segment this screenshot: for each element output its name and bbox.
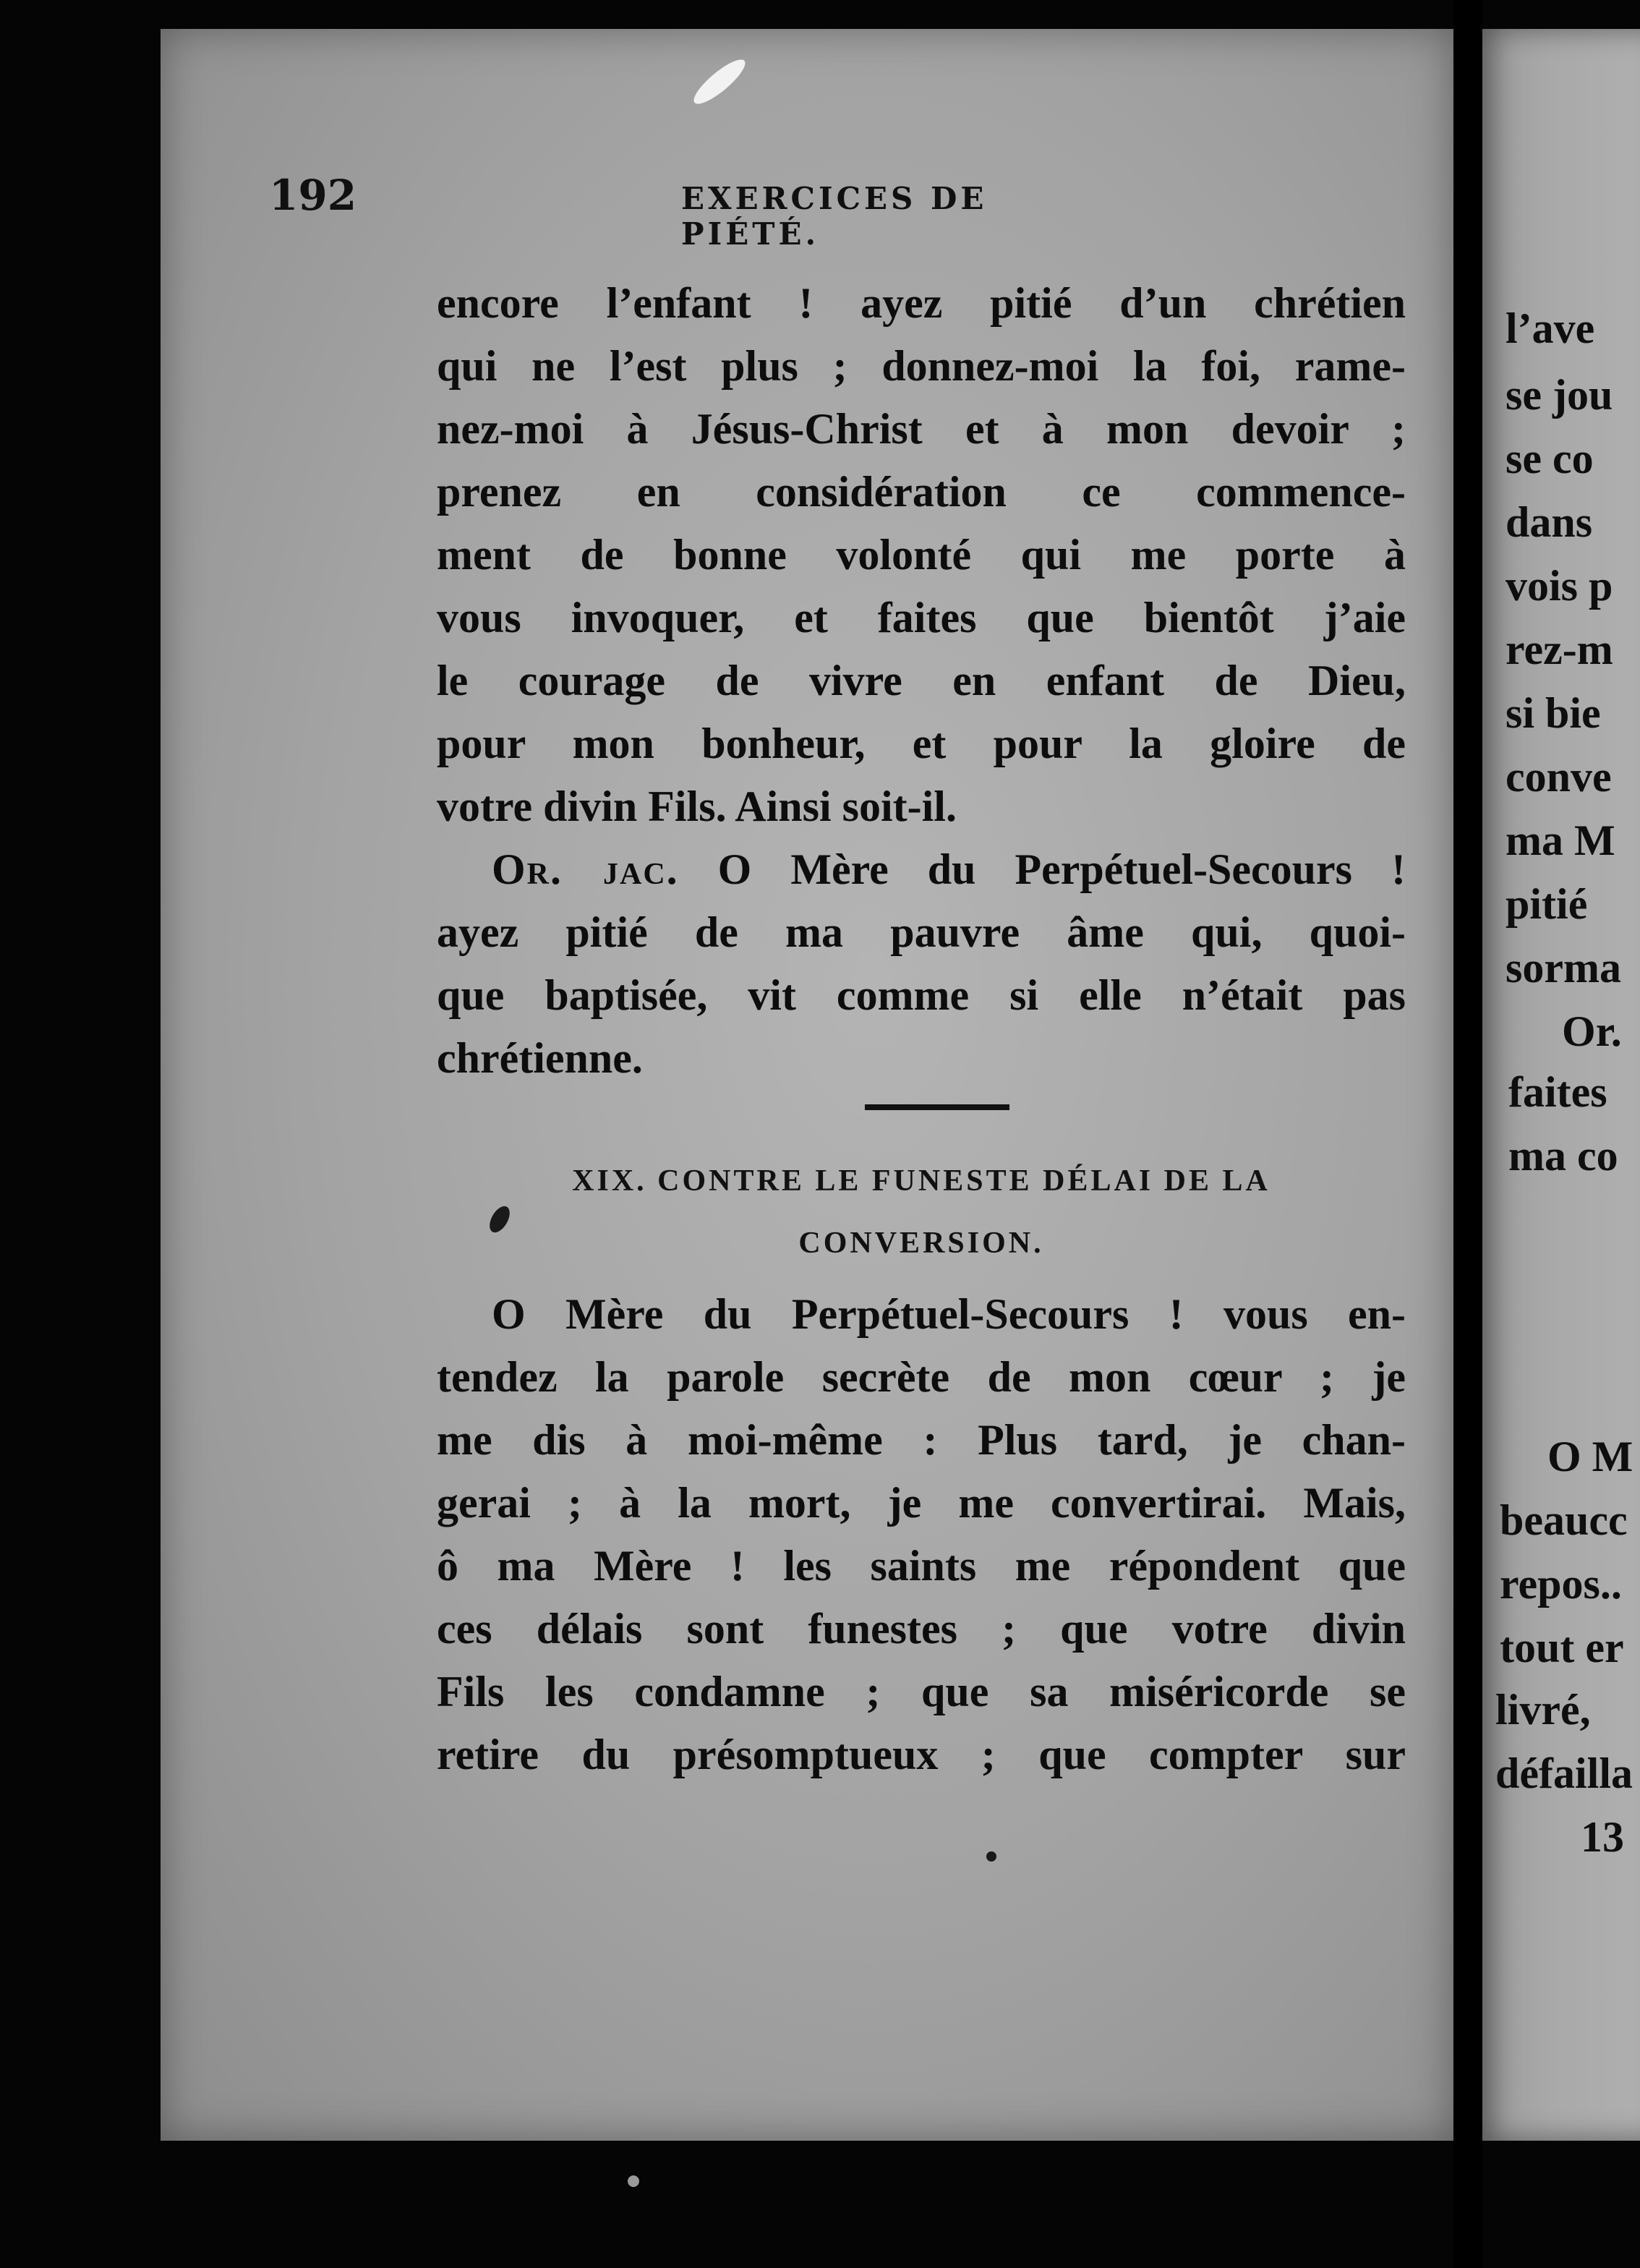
- running-head-title: EXERCICES DE PIÉTÉ.: [681, 181, 988, 252]
- text-line: pour mon bonheur, et pour la gloire de: [437, 720, 1406, 767]
- right-page-fragment: ma M: [1506, 817, 1615, 864]
- right-page-fragment: dans: [1506, 498, 1593, 546]
- right-page-fragment: tout er: [1500, 1624, 1624, 1671]
- section-title-line: CONVERSION.: [798, 1227, 1044, 1260]
- right-page-fragment: repos..: [1500, 1560, 1622, 1608]
- text-block-1: [437, 272, 1406, 1090]
- oraison-line: [437, 838, 1406, 901]
- right-page-fragment: ma co: [1508, 1132, 1618, 1180]
- scan-artifact: [628, 2175, 639, 2187]
- text-line: retire du présomptueux ; que compter sur: [437, 1731, 1406, 1778]
- text-line: chrétienne.: [437, 1034, 643, 1082]
- text-line: vous invoquer, et faites que bientôt j’aie: [437, 594, 1406, 641]
- scan-artifact: [986, 1851, 996, 1862]
- text-line: prenez en considération ce commence-: [437, 468, 1406, 516]
- oraison-label: Or. jac.: [492, 845, 679, 893]
- right-page-fragment: vois p: [1506, 562, 1613, 610]
- oraison-text: O Mère du Perpétuel-Secours !: [717, 845, 1406, 893]
- text-line: encore l’enfant ! ayez pitié d’un chrétien: [437, 279, 1406, 327]
- right-page-fragment: sorma: [1506, 944, 1621, 992]
- right-page-fragment: 13: [1581, 1813, 1624, 1861]
- right-page-fragment: Or.: [1562, 1007, 1622, 1055]
- right-page-fragment: si bie: [1506, 689, 1601, 737]
- right-page-fragment: défailla: [1495, 1749, 1633, 1797]
- page-gutter: [1453, 0, 1482, 2268]
- text-line: ayez pitié de ma pauvre âme qui, quoi-: [437, 908, 1406, 956]
- text-line: me dis à moi-même : Plus tard, je chan-: [437, 1416, 1406, 1464]
- right-page-fragment: rez-m: [1506, 626, 1613, 673]
- text-line: le courage de vivre en enfant de Dieu,: [437, 657, 1406, 704]
- text-line: votre divin Fils. Ainsi soit-il.: [437, 783, 957, 830]
- right-page-fragment: faites: [1508, 1068, 1607, 1116]
- text-line: gerai ; à la mort, je me convertirai. Mais,: [437, 1479, 1406, 1527]
- right-page-fragment: l’ave: [1506, 304, 1595, 352]
- section-title-line: XIX. CONTRE LE FUNESTE DÉLAI DE LA: [572, 1164, 1270, 1198]
- text-line: O Mère du Perpétuel-Secours ! vous en-: [492, 1290, 1406, 1338]
- running-head: [269, 171, 1137, 252]
- text-line: ces délais sont funestes ; que votre divin: [437, 1605, 1406, 1653]
- text-line: que baptisée, vit comme si elle n’était pas: [437, 971, 1406, 1019]
- right-page-fragment: se co: [1506, 435, 1594, 482]
- text-block-2: [437, 1283, 1406, 1786]
- text-line: qui ne l’est plus ; donnez-moi la foi, rame-: [437, 342, 1406, 390]
- right-page-fragment: pitié: [1506, 880, 1588, 928]
- right-page-fragment: livré,: [1495, 1686, 1591, 1734]
- text-line: Fils les condamne ; que sa miséricorde se: [437, 1668, 1406, 1715]
- text-line: ô ma Mère ! les saints me répondent que: [437, 1542, 1406, 1590]
- section-rule: [865, 1104, 1009, 1110]
- right-page-fragment: O M: [1547, 1433, 1633, 1480]
- text-line: ment de bonne volonté qui me porte à: [437, 531, 1406, 579]
- section-title: [437, 1150, 1406, 1274]
- page-number: 192: [269, 171, 357, 220]
- text-line: tendez la parole secrète de mon cœur ; je: [437, 1353, 1406, 1401]
- right-page-fragment: beaucc: [1500, 1496, 1628, 1544]
- right-page-fragment: se jou: [1506, 371, 1613, 419]
- right-page-fragment: conve: [1506, 753, 1612, 801]
- text-line: nez-moi à Jésus-Christ et à mon devoir ;: [437, 405, 1406, 453]
